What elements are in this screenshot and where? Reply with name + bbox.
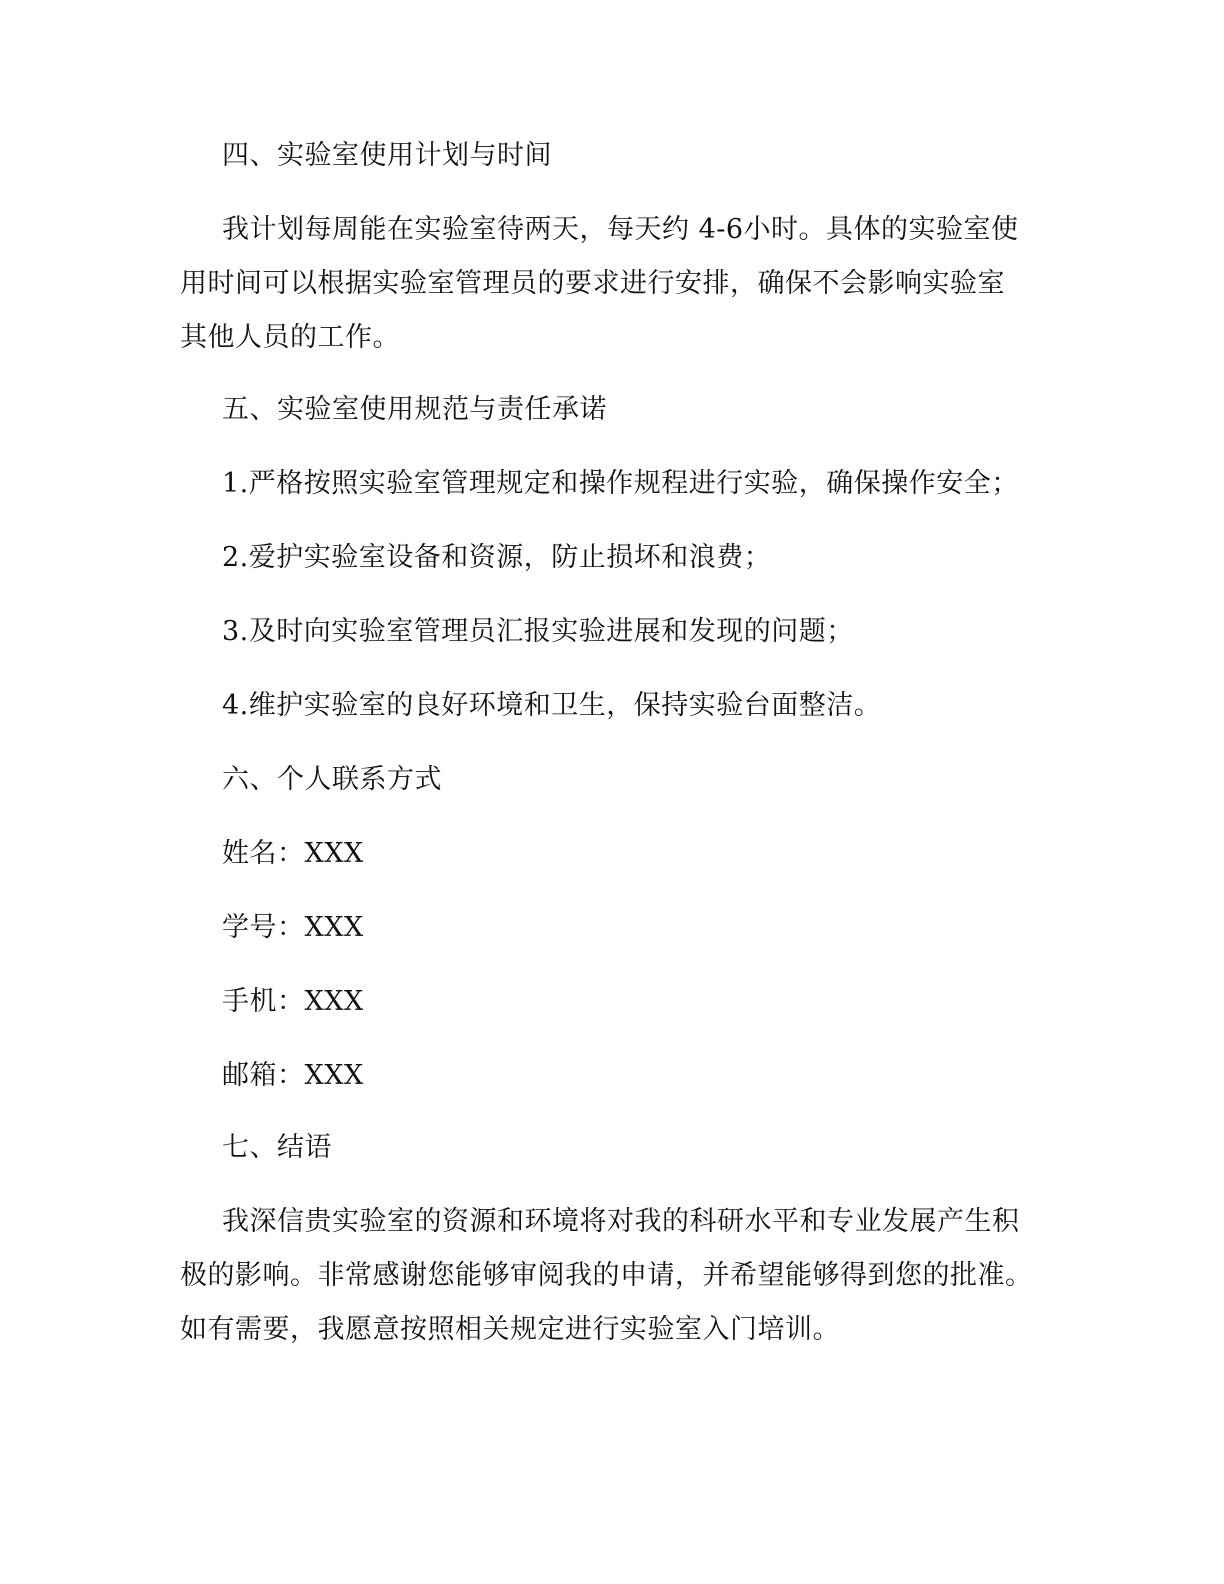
section-7-paragraph-line-1: 我深信贵实验室的资源和环境将对我的科研水平和专业发展产生积	[222, 1206, 1020, 1237]
section-4-paragraph-line-2: 用时间可以根据实验室管理员的要求进行安排，确保不会影响实验室	[180, 268, 1005, 299]
section-4-paragraph-line-3: 其他人员的工作。	[180, 322, 400, 353]
commitment-item-1: 1.严格按照实验室管理规定和操作规程进行实验，确保操作安全；	[222, 468, 1019, 499]
contact-email: 邮箱：XXX	[222, 1060, 364, 1091]
section-7-heading: 七、结语	[222, 1132, 332, 1163]
section-7-paragraph-line-2: 极的影响。非常感谢您能够审阅我的申请，并希望能够得到您的批准。	[180, 1260, 1033, 1291]
contact-student-id: 学号：XXX	[222, 912, 364, 943]
commitment-item-4: 4.维护实验室的良好环境和卫生，保持实验台面整洁。	[222, 690, 882, 721]
section-5-heading: 五、实验室使用规范与责任承诺	[222, 394, 607, 425]
section-7-paragraph-line-3: 如有需要，我愿意按照相关规定进行实验室入门培训。	[180, 1314, 840, 1345]
commitment-item-3: 3.及时向实验室管理员汇报实验进展和发现的问题；	[222, 616, 854, 647]
contact-phone: 手机：XXX	[222, 986, 364, 1017]
section-4-heading: 四、实验室使用计划与时间	[222, 140, 552, 171]
section-4-paragraph-line-1: 我计划每周能在实验室待两天，每天约 4-6小时。具体的实验室使	[222, 214, 1019, 245]
contact-name: 姓名：XXX	[222, 838, 364, 869]
section-6-heading: 六、个人联系方式	[222, 764, 442, 795]
commitment-item-2: 2.爱护实验室设备和资源，防止损坏和浪费；	[222, 542, 772, 573]
